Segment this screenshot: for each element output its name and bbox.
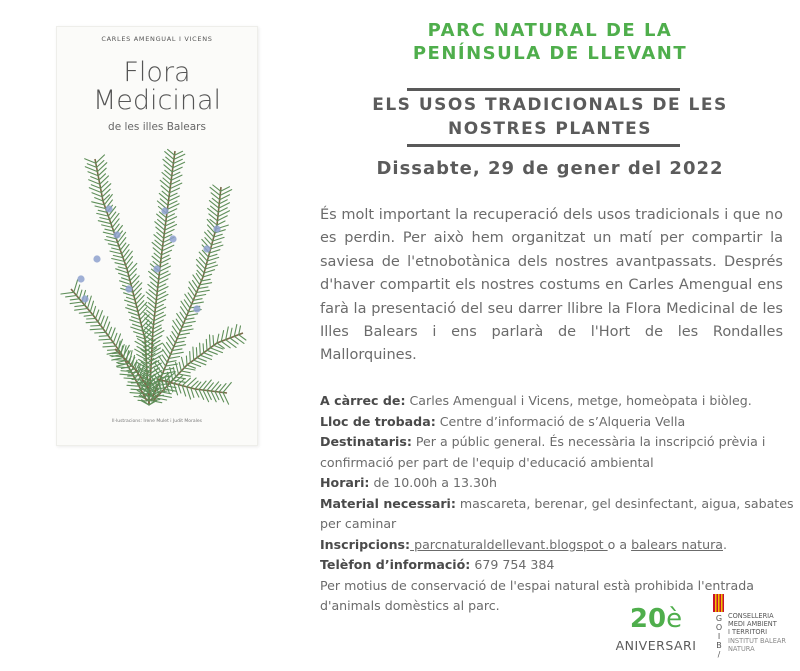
govern-text-line: INSTITUT BALEAR (728, 636, 786, 645)
title-divider-bottom (407, 144, 680, 147)
govern-text-line: I TERRITORI (728, 628, 768, 637)
rosemary-illustration (57, 139, 257, 415)
detail-note: Per motius de conservació de l'espai natural està prohibida l'entrada d'animals domèstics al parc. (320, 577, 754, 613)
detail-telefon-value: 679 754 384 (470, 557, 555, 572)
detail-horari-label: Horari: (320, 475, 370, 490)
blogspot-link[interactable]: parcnaturaldellevant.blogspot (410, 536, 608, 552)
detail-carrec-label: A càrrec de: (320, 393, 406, 408)
detail-lloc-value: Centre d’informació de s’Alqueria Vella (435, 413, 686, 429)
book-subtitle: de les illes Balears (108, 121, 206, 133)
detail-material (320, 494, 800, 535)
govern-text-line: CONSELLERIA (728, 612, 774, 620)
detail-lloc (320, 412, 800, 433)
anniversary-number-suffix: è (666, 604, 683, 634)
park-title (340, 19, 760, 65)
event-details (320, 391, 800, 617)
event-title-line1: ELS USOS TRADICIONALS DE LES (372, 95, 728, 115)
govern-text-line: NATURA (728, 644, 755, 653)
detail-destinataris (320, 432, 800, 473)
govern-letters (714, 614, 724, 659)
govern-logo (710, 594, 800, 666)
detail-telefon (320, 555, 800, 576)
govern-shield-icon (713, 594, 724, 612)
book-credits: Il·lustracions: Irene Mulet i Judit Morales (111, 419, 203, 424)
anniversary-number (608, 604, 704, 634)
book-cover (56, 26, 258, 446)
detail-material-label: Material necessari: (320, 495, 456, 511)
govern-letter: / (717, 650, 721, 659)
detail-inscripcions-mid: o a (607, 536, 632, 552)
book-title-line1: Flora (123, 57, 191, 88)
detail-telefon-label: Telèfon d’informació: (320, 557, 471, 572)
intro-paragraph: És molt important la recuperació dels usos tradicionals i que no es perdin. Per això hem organitzat un matí per compartir la saviesa de l'etnobotànica dels nostres avantpassats. Després d'haver compartit els nostres costums en Carles Amengual ens farà la presentació del seu darrer llibre la Flora Medicinal de les Illes Balears i ens parlarà de l'Hort de les Rondalles Mallorquines. (320, 207, 783, 364)
detail-lloc-label: Lloc de trobada: (320, 413, 436, 429)
govern-text (728, 612, 786, 653)
book-author: CARLES AMENGUAL I VICENS (101, 35, 213, 43)
park-title-line1: PARC NATURAL DE LA (427, 20, 673, 41)
detail-carrec (320, 391, 800, 412)
anniversary-label: ANIVERSARI (615, 638, 697, 653)
event-title (340, 93, 760, 141)
detail-carrec-value: Carles Amengual i Vicens, metge, homeòpata i biòleg. (405, 393, 752, 408)
event-title-line2: NOSTRES PLANTES (447, 119, 652, 139)
detail-inscripcions-end: . (723, 536, 728, 552)
anniversary-logo (608, 604, 704, 653)
detail-material-value: mascareta, berenar, gel desinfectant, aigua, sabates per caminar (320, 495, 794, 531)
govern-text-line: MEDI AMBIENT (728, 620, 777, 629)
detail-horari (320, 473, 800, 494)
detail-inscripcions (320, 535, 800, 556)
govern-letter: B (716, 641, 722, 650)
balears-natura-link[interactable]: balears natura (631, 536, 723, 552)
govern-letter: I (717, 632, 721, 641)
detail-horari-value: de 10.00h a 13.30h (369, 475, 498, 490)
detail-destinataris-label: Destinataris: (320, 434, 412, 449)
detail-inscripcions-label: Inscripcions: (320, 536, 411, 552)
title-divider-top (407, 88, 680, 91)
park-title-line2: PENÍNSULA DE LLEVANT (412, 43, 688, 64)
govern-letter: O (715, 623, 723, 632)
anniversary-number-value: 20 (629, 604, 667, 634)
book-title-line2: Medicinal (92, 85, 222, 116)
event-date: Dissabte, 29 de gener del 2022 (376, 158, 724, 179)
govern-letter: G (715, 614, 723, 623)
detail-destinataris-value: Per a públic general. És necessària la inscripció prèvia i confirmació per part de l'equip d'educació ambiental (320, 434, 766, 470)
